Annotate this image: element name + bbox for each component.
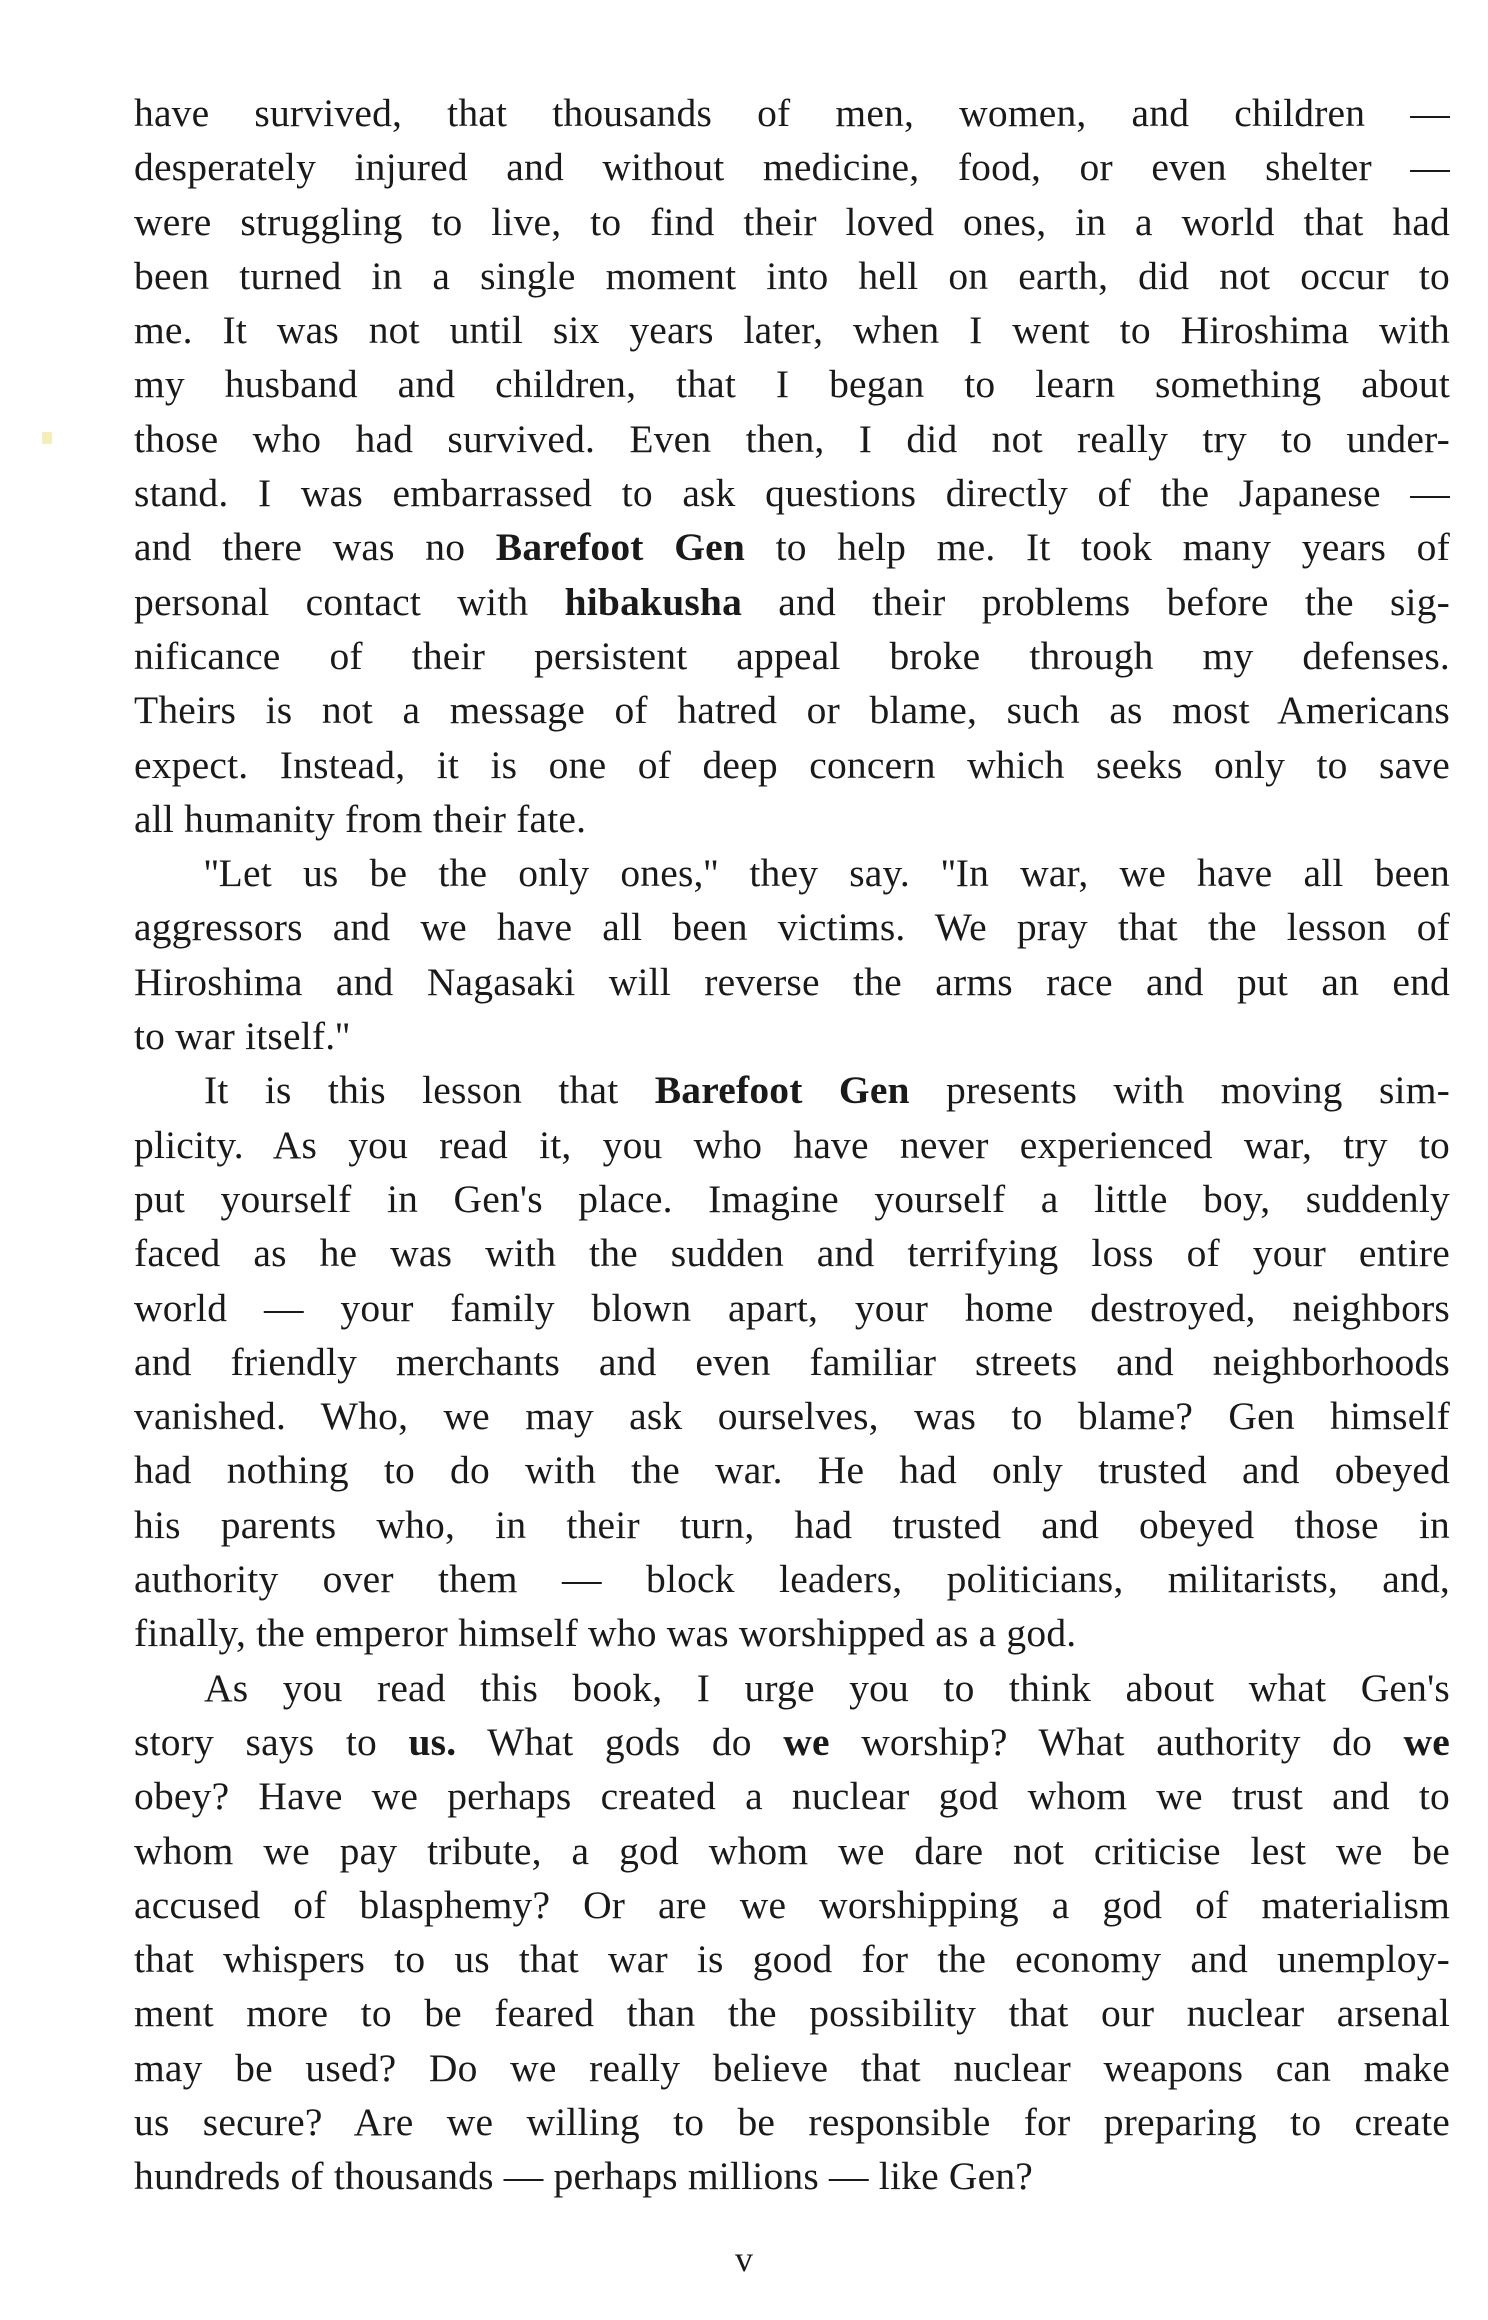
text-span: had nothing to do with the war. He had only trusted and obeyed: [134, 1448, 1450, 1493]
text-span: vanished. Who, we may ask ourselves, was to blame? Gen himself: [134, 1394, 1450, 1439]
text-span: aggressors and we have all been victims. We pray that the lesson of: [134, 905, 1450, 950]
text-line: [134, 846, 1450, 900]
text-line: [134, 1118, 1450, 1172]
text-line: [134, 1009, 1450, 1063]
paragraph: [134, 86, 1450, 846]
text-span: ment more to be feared than the possibility that our nuclear arsenal: [134, 1991, 1450, 2036]
text-span: story says to: [134, 1719, 409, 1764]
text-line: [134, 1443, 1450, 1497]
text-span: presents with moving sim-: [909, 1068, 1450, 1113]
text-line: [134, 792, 1450, 846]
text-span: desperately injured and without medicine, food, or even shelter —: [134, 145, 1450, 190]
text-line: [134, 466, 1450, 520]
text-line: [134, 738, 1450, 792]
text-span: Hiroshima and Nagasaki will reverse the arms race and put an end: [134, 959, 1450, 1004]
text-span: ''Let us be the only ones,'' they say. ''In war, we have all been: [204, 851, 1450, 896]
text-span: As you read this book, I urge you to think about what Gen's: [204, 1665, 1450, 1710]
bold-text-span: hibakusha: [564, 579, 743, 624]
text-line: [134, 1878, 1450, 1932]
page-speck: [42, 432, 52, 444]
text-span: expect. Instead, it is one of deep concern which seeks only to save: [134, 742, 1450, 787]
text-span: us secure? Are we willing to be responsible for preparing to create: [134, 2099, 1450, 2144]
text-span: What gods do: [456, 1719, 784, 1764]
text-line: [134, 1498, 1450, 1552]
text-line: [134, 2149, 1450, 2203]
text-line: [134, 629, 1450, 683]
text-line: [134, 195, 1450, 249]
text-line: [134, 520, 1450, 574]
text-span: his parents who, in their turn, had trusted and obeyed those in: [134, 1502, 1450, 1547]
text-line: [134, 1986, 1450, 2040]
bold-text-span: Barefoot Gen: [654, 1068, 910, 1113]
paragraph: [134, 1063, 1450, 1660]
text-line: [134, 1063, 1450, 1117]
text-line: [134, 86, 1450, 140]
text-span: and their problems before the sig-: [742, 579, 1450, 624]
text-span: nificance of their persistent appeal broke through my defenses.: [134, 633, 1450, 678]
text-span: finally, the emperor himself who was worshipped as a god.: [134, 1611, 1077, 1656]
text-line: [134, 249, 1450, 303]
text-span: Theirs is not a message of hatred or blame, such as most Americans: [134, 688, 1450, 733]
paragraph: [134, 1661, 1450, 2204]
text-line: [134, 2041, 1450, 2095]
text-span: and there was no: [134, 525, 496, 570]
text-span: It is this lesson that: [204, 1068, 655, 1113]
text-line: [134, 2095, 1450, 2149]
text-span: world — your family blown apart, your home destroyed, neighbors: [134, 1285, 1450, 1330]
text-span: stand. I was embarrassed to ask questions directly of the Japanese —: [134, 471, 1450, 516]
text-line: [134, 1172, 1450, 1226]
text-span: put yourself in Gen's place. Imagine yourself a little boy, suddenly: [134, 1176, 1450, 1221]
text-span: my husband and children, that I began to learn something about: [134, 362, 1450, 407]
text-line: [134, 357, 1450, 411]
text-span: faced as he was with the sudden and terrifying loss of your entire: [134, 1231, 1450, 1276]
text-span: accused of blasphemy? Or are we worshipping a god of materialism: [134, 1882, 1450, 1927]
text-span: obey? Have we perhaps created a nuclear god whom we trust and to: [134, 1774, 1450, 1819]
text-line: [134, 1389, 1450, 1443]
body-text: [134, 86, 1450, 2204]
text-line: [134, 900, 1450, 954]
text-span: may be used? Do we really believe that nuclear weapons can make: [134, 2045, 1450, 2090]
text-span: been turned in a single moment into hell on earth, did not occur to: [134, 253, 1450, 298]
text-span: me. It was not until six years later, when I went to Hiroshima with: [134, 308, 1450, 353]
bold-text-span: Barefoot Gen: [495, 525, 746, 570]
text-span: hundreds of thousands — perhaps millions — like Gen?: [134, 2154, 1034, 2199]
text-span: whom we pay tribute, a god whom we dare not criticise lest we be: [134, 1828, 1450, 1873]
text-line: [134, 1606, 1450, 1660]
text-line: [134, 1824, 1450, 1878]
text-line: [134, 1226, 1450, 1280]
text-line: [134, 1661, 1450, 1715]
text-span: plicity. As you read it, you who have never experienced war, try to: [134, 1122, 1450, 1167]
page-number: v: [735, 2239, 753, 2279]
text-span: to war itself.'': [134, 1014, 350, 1059]
text-span: all humanity from their fate.: [134, 796, 587, 841]
text-line: [134, 1335, 1450, 1389]
text-line: [134, 1281, 1450, 1335]
text-span: authority over them — block leaders, politicians, militarists, and,: [134, 1557, 1450, 1602]
text-span: have survived, that thousands of men, women, and children —: [134, 91, 1450, 135]
text-line: [134, 140, 1450, 194]
bold-text-span: us.: [408, 1719, 457, 1764]
text-line: [134, 1932, 1450, 1986]
text-line: [134, 1769, 1450, 1823]
text-span: that whispers to us that war is good for the economy and unemploy-: [134, 1937, 1450, 1982]
text-line: [134, 1715, 1450, 1769]
paragraph: [134, 846, 1450, 1063]
bold-text-span: we: [1403, 1719, 1450, 1764]
bold-text-span: we: [783, 1719, 830, 1764]
text-span: were struggling to live, to find their loved ones, in a world that had: [134, 199, 1450, 244]
text-span: personal contact with: [134, 579, 565, 624]
text-span: and friendly merchants and even familiar streets and neighborhoods: [134, 1339, 1450, 1384]
text-line: [134, 412, 1450, 466]
text-line: [134, 575, 1450, 629]
text-line: [134, 1552, 1450, 1606]
text-line: [134, 303, 1450, 357]
text-span: those who had survived. Even then, I did not really try to under-: [134, 416, 1450, 461]
text-line: [134, 955, 1450, 1009]
text-line: [134, 683, 1450, 737]
text-span: worship? What authority do: [829, 1719, 1404, 1764]
text-span: to help me. It took many years of: [745, 525, 1450, 570]
